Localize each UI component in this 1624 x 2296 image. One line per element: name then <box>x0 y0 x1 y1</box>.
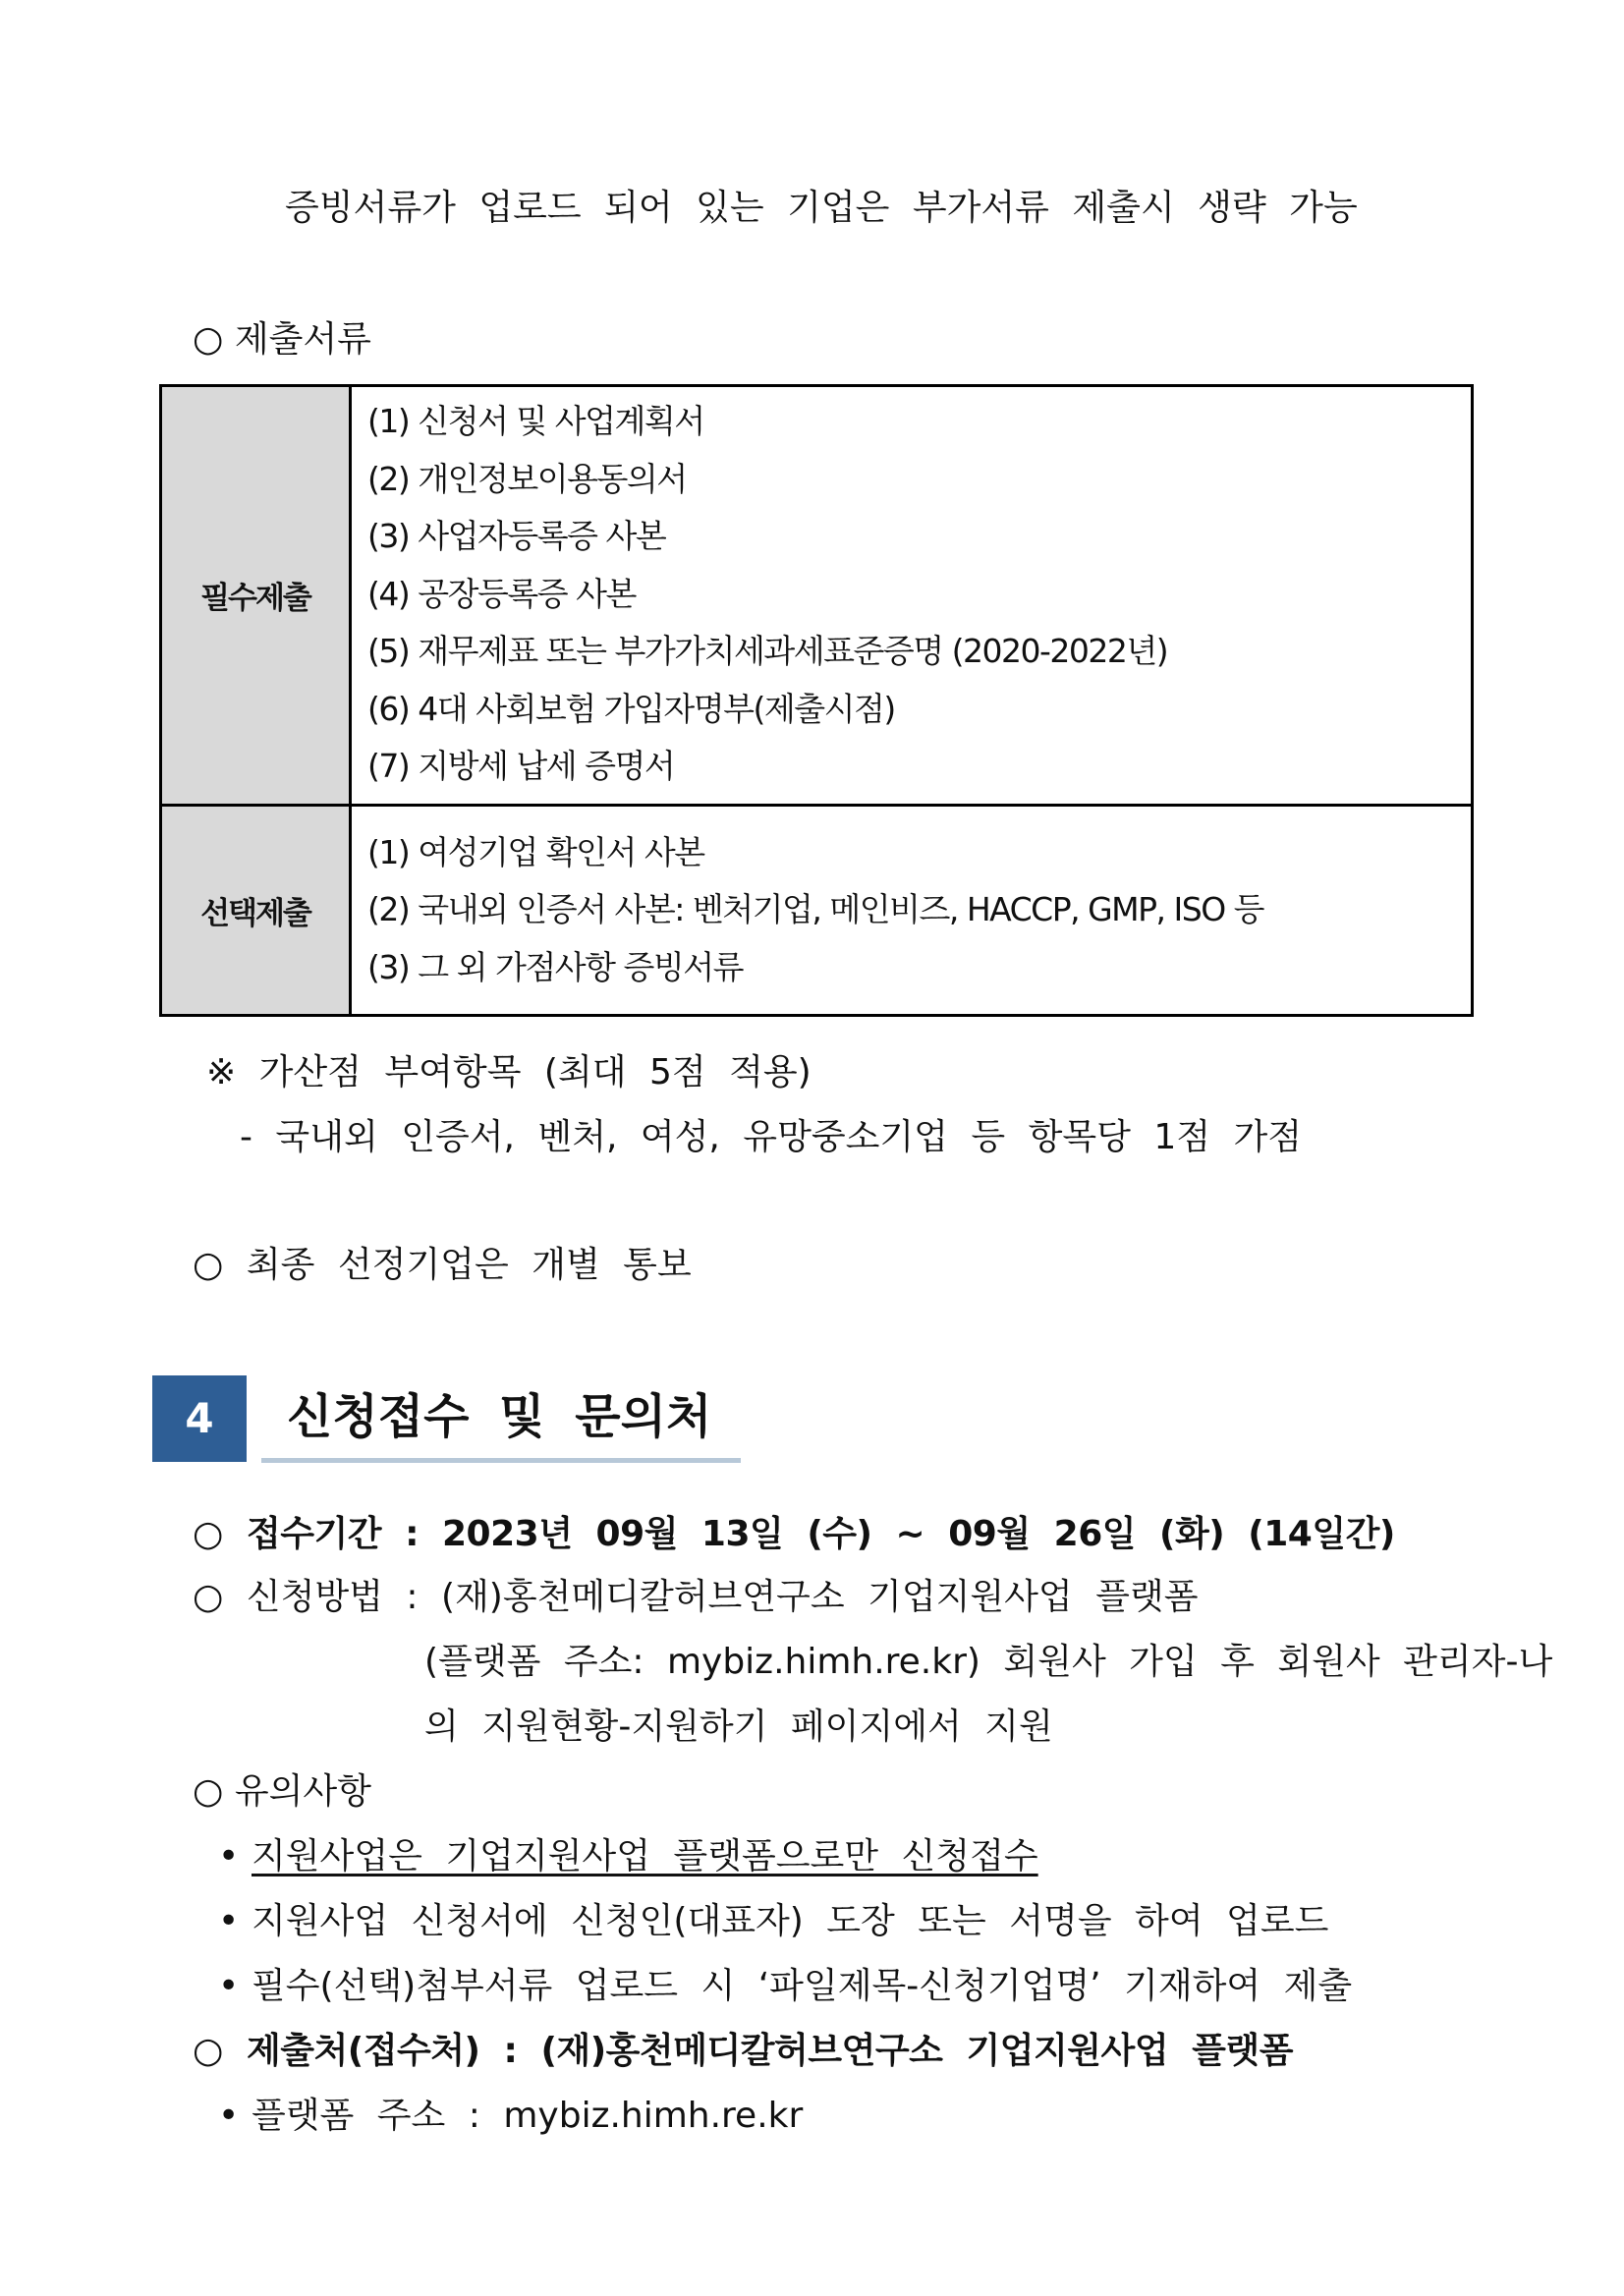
required-doc-item: (1) 신청서 및 사업계획서 <box>367 402 704 440</box>
bonus-detail: - 국내외 인증서, 벤처, 여성, 유망중소기업 등 항목당 1점 가점 <box>240 1117 1303 1157</box>
submit-to: ○ 제출처(접수처) : (재)홍천메디칼허브연구소 기업지원사업 플랫폼 <box>193 2031 1293 2071</box>
submission-docs-heading: ○ 제출서류 <box>193 319 371 360</box>
required-docs-cell <box>351 386 1473 806</box>
optional-docs-cell <box>351 805 1473 1016</box>
note-text: 지원사업 신청서에 신청인(대표자) 도장 또는 서명을 하여 업로드 <box>252 1901 1329 1941</box>
note-text: 필수(선택)첨부서류 업로드 시 ‘파일제목-신청기업명’ 기재하여 제출 <box>252 1966 1353 2006</box>
application-method: ○ 신청방법 : (재)홍천메디칼허브연구소 기업지원사업 플랫폼 <box>193 1577 1199 1617</box>
section-number-badge: 4 <box>152 1375 247 1462</box>
bonus-note: ※ 가산점 부여항목 (최대 5점 적용) <box>206 1052 812 1092</box>
application-period: ○ 접수기간 : 2023년 09월 13일 (수) ~ 09월 26일 (화) (14일간) <box>193 1514 1395 1554</box>
optional-doc-item: (2) 국내외 인증서 사본: 벤처기업, 메인비즈, HACCP, GMP, ISO 등 <box>367 890 1264 928</box>
required-docs-row <box>161 386 1473 806</box>
application-method-line2: (플랫폼 주소: mybiz.himh.re.kr) 회원사 가입 후 회원사 관리자-나 <box>424 1642 1553 1682</box>
application-method-line3: 의 지원현황-지원하기 페이지에서 지원 <box>424 1707 1053 1747</box>
notes-heading: ○ 유의사항 <box>193 1771 371 1812</box>
required-doc-item: (5) 재무제표 또는 부가가치세과세표준증명 (2020-2022년) <box>367 632 1168 670</box>
submission-docs-table <box>159 384 1474 1017</box>
bullet-icon: • <box>218 2096 240 2136</box>
optional-docs-label: 선택제출 <box>161 805 351 1016</box>
note-item <box>218 1835 1038 1878</box>
optional-doc-item: (3) 그 외 가점사항 증빙서류 <box>367 947 743 986</box>
optional-doc-item: (1) 여성기업 확인서 사본 <box>367 832 704 871</box>
intro-note: 증빙서류가 업로드 되어 있는 기업은 부가서류 제출시 생략 가능 <box>285 188 1358 228</box>
required-docs-label: 필수제출 <box>161 386 351 806</box>
required-doc-item: (6) 4대 사회보험 가입자명부(제출시점) <box>367 689 895 728</box>
note-text: 지원사업은 기업지원사업 플랫폼으로만 신청접수 <box>252 1836 1038 1876</box>
required-doc-item: (3) 사업자등록증 사본 <box>367 517 666 555</box>
final-notice: ○ 최종 선정기업은 개별 통보 <box>193 1245 692 1285</box>
required-doc-item: (7) 지방세 납세 증명서 <box>367 747 675 785</box>
platform-address-item <box>218 2095 803 2138</box>
bullet-icon: • <box>218 1901 240 1941</box>
section-title-underline <box>261 1458 741 1463</box>
note-item <box>218 1965 1352 2008</box>
bullet-icon: • <box>218 1966 240 2006</box>
optional-docs-row <box>161 805 1473 1016</box>
note-item <box>218 1900 1328 1943</box>
section-title: 신청접수 및 문의처 <box>287 1389 712 1444</box>
bullet-icon: • <box>218 1836 240 1876</box>
platform-address: 플랫폼 주소 : mybiz.himh.re.kr <box>252 2096 804 2136</box>
required-doc-item: (2) 개인정보이용동의서 <box>367 459 687 498</box>
required-doc-item: (4) 공장등록증 사본 <box>367 574 636 613</box>
